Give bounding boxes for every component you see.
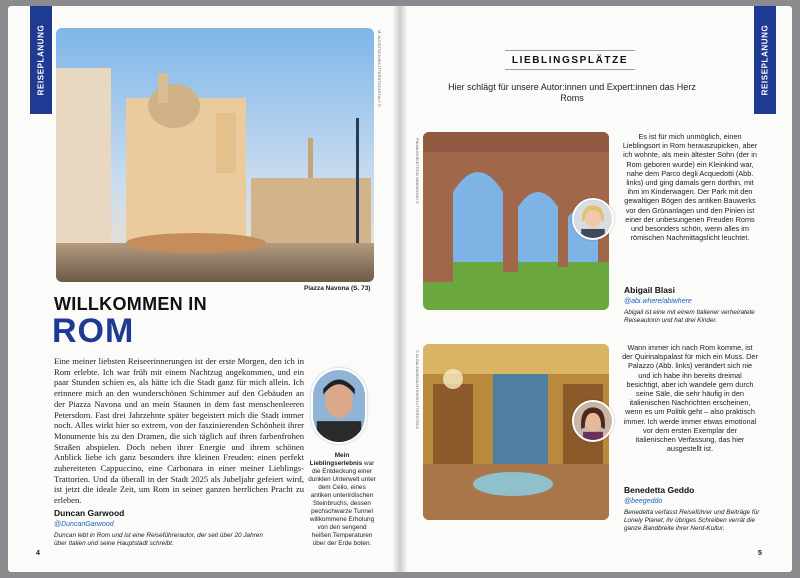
author-avatar	[572, 400, 614, 442]
photo-credit: M. ALF/STOCK/SHUTTERSTOCK/ITALY ©	[377, 30, 382, 107]
piazza-navona-photo	[56, 28, 374, 282]
section-tab-label: REISEPLANUNG	[760, 24, 770, 96]
entry-2-bio: Benedetta verfasst Reiseführer und Beiträge für Lonely Planet; ihr übriges Schreiben verrät die ganze Bandbreite ihrer Nerd-Kultur.	[624, 509, 760, 532]
page-number: 4	[36, 550, 40, 557]
page-number: 5	[758, 550, 762, 557]
entry-2-text: Wann immer ich nach Rom komme, ist der Quirinalspalast für mich ein Muss. Der Palazzo (Abb. links) verändert sich nie und ich habe ihn bereits dreimal besichtigt, aber ich wandele gern durch seine Säle, die sehr häufig in den italienischen Nachrichten erscheinen, wenn es um Politik geht – also praktisch immer. Ich werde immer etwas emotional vor dem ersten Exemplar der italienischen Verfassung, das hier ausgestellt ist.	[622, 343, 758, 454]
entry-1-handle[interactable]: @abi.where/abiwhere	[624, 298, 692, 305]
entry-1-name: Abigail Blasi	[624, 285, 676, 295]
title-line-1: WILLKOMMEN IN	[54, 294, 207, 314]
author-bio: Duncan lebt in Rom und ist eine Reiseführerautor, der seit über 20 Jahren über Italien und seine Hauptstadt schreibt.	[54, 532, 263, 547]
entry-1-text: Es ist für mich unmöglich, einen Lieblingsort in Rom herauszupicken, aber ich wohnte, als mein ältester Sohn (der in Rom geboren wurde) ein Kleinkind war, nahe dem Parco degli Acquedotti (Abb. links) und ging damals gern dorthin, mit ihm im Kinderwagen. Der Park mit den gewaltigen Bögen des antiken Bauwerks vor den Grünanlagen und den Pinien ist einer der unbesungenen Freuden Roms und besonders schön, wenn alles im römischen Nachmittagslicht leuchtet.	[622, 132, 758, 243]
section-tab	[30, 6, 52, 114]
page-title: ROM	[52, 312, 135, 350]
favorites-heading: LIEBLINGSPLÄTZE	[505, 50, 635, 70]
entry-1-bio: Abigail ist eine mit einem Italiener verheiratete Reiseautorin und hat drei Kinder.	[624, 309, 755, 324]
entry-2-name: Benedetta Geddo	[624, 485, 695, 495]
author-name: Duncan Garwood	[54, 508, 125, 518]
favorites-subheading: Hier schlägt für unsere Autor:innen und Expert:innen das Herz Roms	[448, 82, 696, 103]
favorite-experience-caption	[308, 452, 376, 548]
favorite-experience-label: Mein Lieblingserlebnis	[309, 452, 363, 467]
left-page	[8, 6, 400, 572]
photo-credit: PIAMAGGIE/STOCK/ ABANDONS ©	[415, 138, 420, 204]
intro-body: Eine meiner liebsten Reiseerinnerungen ist der erste Morgen, den ich in Rom erlebte. Ich war früh mit einem Nachtzug angekommen, und ein paar Stunden schien es, als hätte ich die Stadt ganz für mich allein. Ich erinnere mich an den wunderschönen Schimmer auf den Gebäuden an der Piazza Navona und an mein Staunen in dem fast menschenleeren Petersdom. Fast drei Jahrzehnte später begeistert mich die Stadt immer noch. Alles wirkt hier so extrem, von der faszinierenden Schönheit ihrer Monumente bis zu den Dramen, die sich täglich auf ihren farbenfrohen Straßen abspielen. Doch neben ihrer Energie und ihrem schönen Anblick liebe ich ganz besonders ihre kleinen Freuden: einen perfekt zubereiteten Cappuccino, eine Carbonara in einer meiner Lieblings-Trattorien. Und da überall in der Stadt 2025 als Jubeljahr gefeiert wird, ist jetzt die ideale Zeit, um Rom in seiner ganzen herrlichen Pracht zu erleben.	[54, 356, 304, 506]
author-handle[interactable]: @DuncanGarwood	[54, 521, 114, 528]
section-tab-label: REISEPLANUNG	[36, 24, 46, 96]
favorite-experience-text: war die Entdeckung einer dunklen Unterwelt unter dem Celio, eines antiken unterirdischen Steinbruchs, dessen pechschwarze Tunnel willkommene Erholung von den sengend heißen Temperaturen über der Erde boten.	[308, 460, 376, 547]
author-avatar	[311, 368, 367, 444]
entry-2-handle[interactable]: @beegeddo	[624, 498, 663, 505]
section-tab	[754, 6, 776, 114]
right-page	[400, 6, 792, 572]
photo-caption: Piazza Navona (S. 73)	[304, 285, 371, 292]
author-avatar	[572, 198, 614, 240]
photo-credit: © ALINA ZAMOGILNYKH/SHUTTERSTOCK	[415, 350, 420, 430]
